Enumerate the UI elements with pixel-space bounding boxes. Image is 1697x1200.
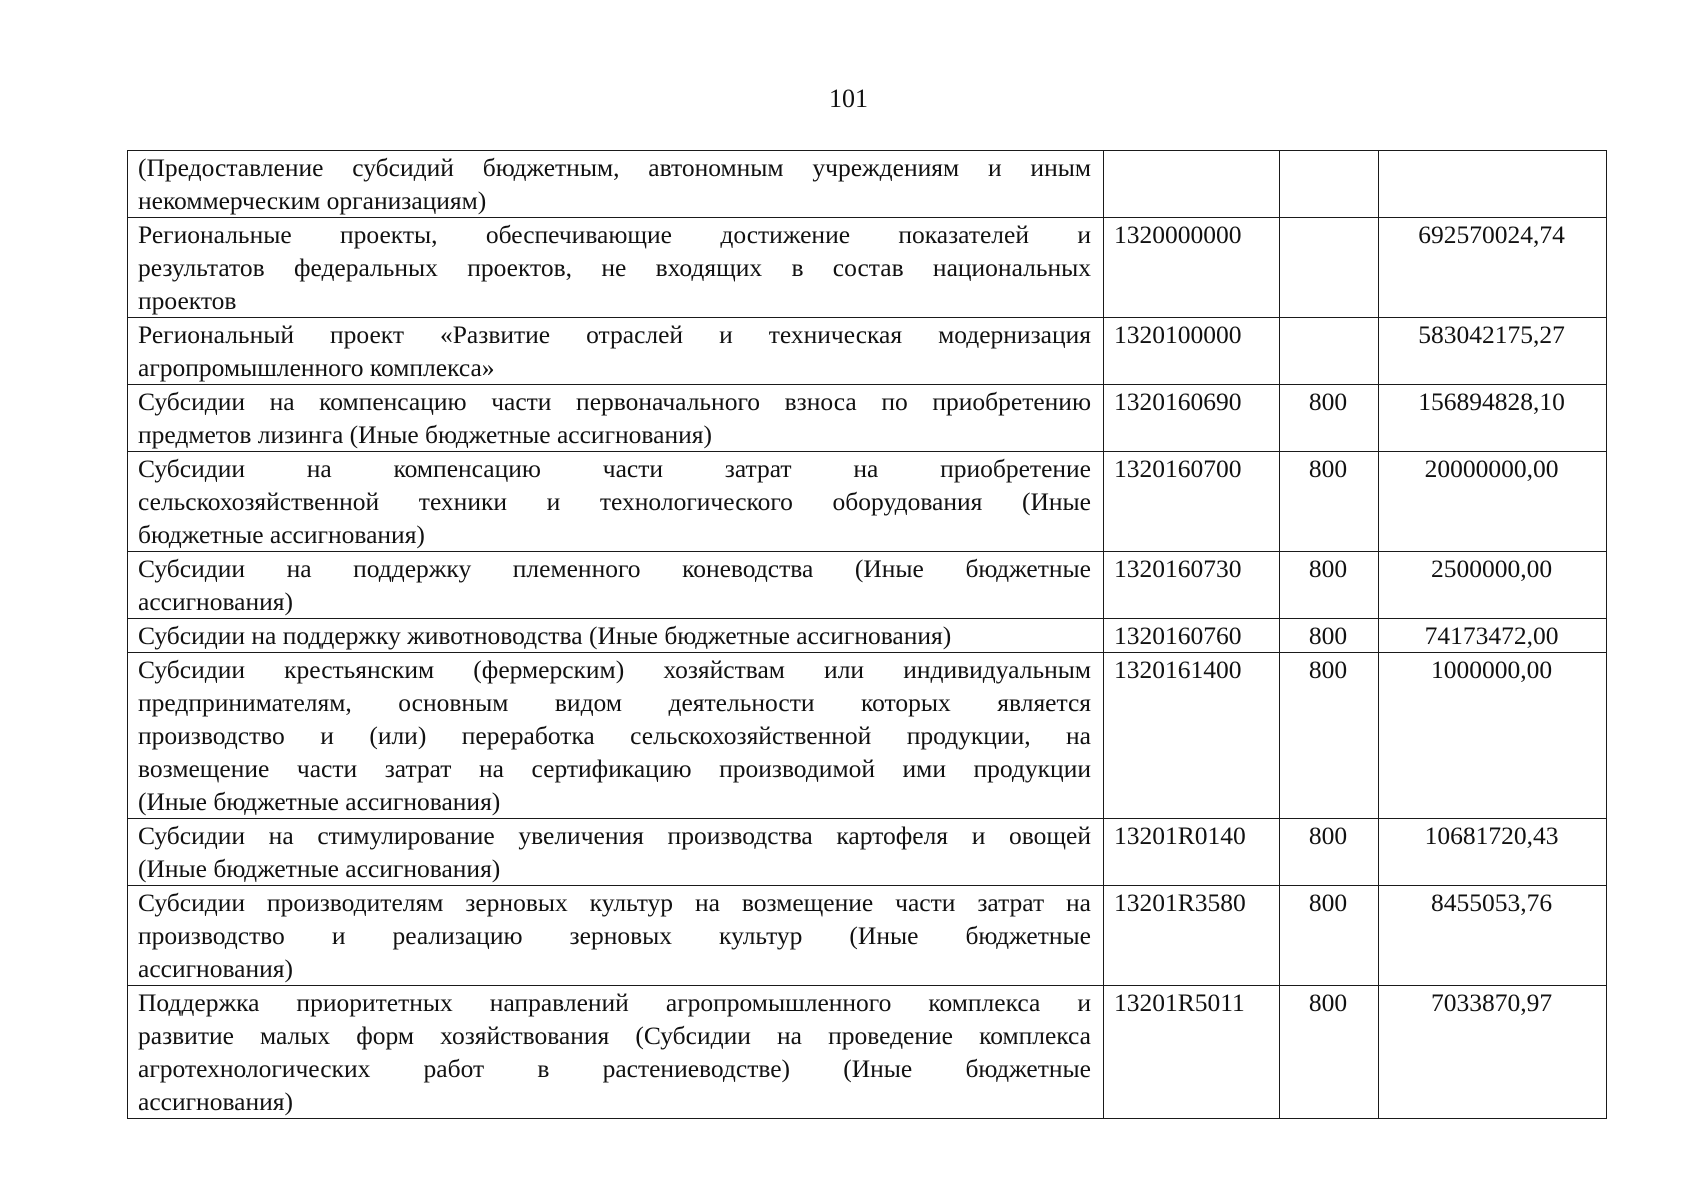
row-expense-type-cell: 800 (1280, 385, 1379, 452)
row-name-line: Региональные проекты, обеспечивающие достижение показателей и (138, 220, 1091, 249)
row-name-line: некоммерческим организациям) (138, 186, 487, 215)
table-row (128, 886, 1607, 986)
row-name-line: Субсидии на стимулирование увеличения производства картофеля и овощей (138, 821, 1091, 850)
row-name-cell (128, 819, 1104, 886)
row-name-cell (128, 653, 1104, 819)
table-row (128, 552, 1607, 619)
table-row (128, 819, 1607, 886)
row-sum-cell: 10681720,43 (1379, 819, 1607, 886)
row-code-cell: 1320161400 (1104, 653, 1280, 819)
row-name-line: ассигнования) (138, 954, 293, 983)
row-sum-cell: 7033870,97 (1379, 986, 1607, 1119)
row-name-line: предпринимателям, основным видом деятельности которых является (138, 688, 1091, 717)
row-name-line: (Иные бюджетные ассигнования) (138, 854, 501, 883)
row-name-cell (128, 318, 1104, 385)
row-expense-type-cell (1280, 218, 1379, 318)
row-name-cell (128, 986, 1104, 1119)
table-row (128, 986, 1607, 1119)
table-row (128, 385, 1607, 452)
row-name-line: производство и (или) переработка сельскохозяйственной продукции, на (138, 721, 1091, 750)
row-code-cell: 1320160690 (1104, 385, 1280, 452)
row-name-cell (128, 151, 1104, 218)
budget-table-body (128, 151, 1607, 1119)
row-name-line: (Предоставление субсидий бюджетным, автономным учреждениям и иным (138, 153, 1091, 182)
row-code-cell: 1320160760 (1104, 619, 1280, 653)
row-code-cell: 13201R3580 (1104, 886, 1280, 986)
row-name-line: Субсидии на компенсацию части затрат на приобретение (138, 454, 1091, 483)
row-name-line: Субсидии производителям зерновых культур на возмещение части затрат на (138, 888, 1091, 917)
table-row (128, 318, 1607, 385)
row-sum-cell: 156894828,10 (1379, 385, 1607, 452)
row-expense-type-cell (1280, 151, 1379, 218)
row-name-line: сельскохозяйственной техники и технологического оборудования (Иные (138, 487, 1091, 516)
row-name-line: бюджетные ассигнования) (138, 520, 425, 549)
row-expense-type-cell: 800 (1280, 653, 1379, 819)
row-expense-type-cell: 800 (1280, 819, 1379, 886)
row-name-line: Поддержка приоритетных направлений агропромышленного комплекса и (138, 988, 1091, 1017)
row-name-line: проектов (138, 286, 237, 315)
row-sum-cell: 1000000,00 (1379, 653, 1607, 819)
row-name-cell (128, 452, 1104, 552)
page-number: 101 (829, 84, 868, 113)
row-name-line: Субсидии крестьянским (фермерским) хозяйствам или индивидуальным (138, 655, 1091, 684)
row-sum-cell: 20000000,00 (1379, 452, 1607, 552)
row-expense-type-cell: 800 (1280, 452, 1379, 552)
row-name-cell (128, 218, 1104, 318)
row-name-line: ассигнования) (138, 1087, 293, 1116)
row-name-cell (128, 886, 1104, 986)
row-name-line: результатов федеральных проектов, не входящих в состав национальных (138, 253, 1091, 282)
row-code-cell: 1320100000 (1104, 318, 1280, 385)
row-sum-cell: 583042175,27 (1379, 318, 1607, 385)
row-name-line: Субсидии на поддержку племенного коневодства (Иные бюджетные (138, 554, 1091, 583)
row-sum-cell (1379, 151, 1607, 218)
row-name-line: предметов лизинга (Иные бюджетные ассигнования) (138, 420, 712, 449)
row-expense-type-cell: 800 (1280, 619, 1379, 653)
row-code-cell: 13201R0140 (1104, 819, 1280, 886)
table-row (128, 151, 1607, 218)
table-row (128, 218, 1607, 318)
row-name-cell (128, 552, 1104, 619)
row-sum-cell: 2500000,00 (1379, 552, 1607, 619)
row-expense-type-cell: 800 (1280, 886, 1379, 986)
row-sum-cell: 692570024,74 (1379, 218, 1607, 318)
row-name-line: развитие малых форм хозяйствования (Субсидии на проведение комплекса (138, 1021, 1091, 1050)
row-name-line: производство и реализацию зерновых культур (Иные бюджетные (138, 921, 1091, 950)
budget-table (127, 150, 1607, 1119)
row-name-line: ассигнования) (138, 587, 293, 616)
table-row (128, 619, 1607, 653)
row-name-line: Субсидии на поддержку животноводства (Иные бюджетные ассигнования) (138, 621, 952, 650)
row-expense-type-cell: 800 (1280, 552, 1379, 619)
table-row (128, 653, 1607, 819)
row-code-cell (1104, 151, 1280, 218)
row-name-cell (128, 619, 1104, 653)
row-name-line: Региональный проект «Развитие отраслей и техническая модернизация (138, 320, 1091, 349)
row-name-cell (128, 385, 1104, 452)
row-name-line: агропромышленного комплекса» (138, 353, 495, 382)
row-name-line: (Иные бюджетные ассигнования) (138, 787, 501, 816)
row-sum-cell: 8455053,76 (1379, 886, 1607, 986)
row-expense-type-cell: 800 (1280, 986, 1379, 1119)
row-code-cell: 1320000000 (1104, 218, 1280, 318)
table-row (128, 452, 1607, 552)
row-code-cell: 13201R5011 (1104, 986, 1280, 1119)
row-code-cell: 1320160700 (1104, 452, 1280, 552)
row-name-line: возмещение части затрат на сертификацию производимой ими продукции (138, 754, 1091, 783)
row-expense-type-cell (1280, 318, 1379, 385)
row-code-cell: 1320160730 (1104, 552, 1280, 619)
row-name-line: Субсидии на компенсацию части первоначального взноса по приобретению (138, 387, 1091, 416)
row-name-line: агротехнологических работ в растениеводстве) (Иные бюджетные (138, 1054, 1091, 1083)
row-sum-cell: 74173472,00 (1379, 619, 1607, 653)
